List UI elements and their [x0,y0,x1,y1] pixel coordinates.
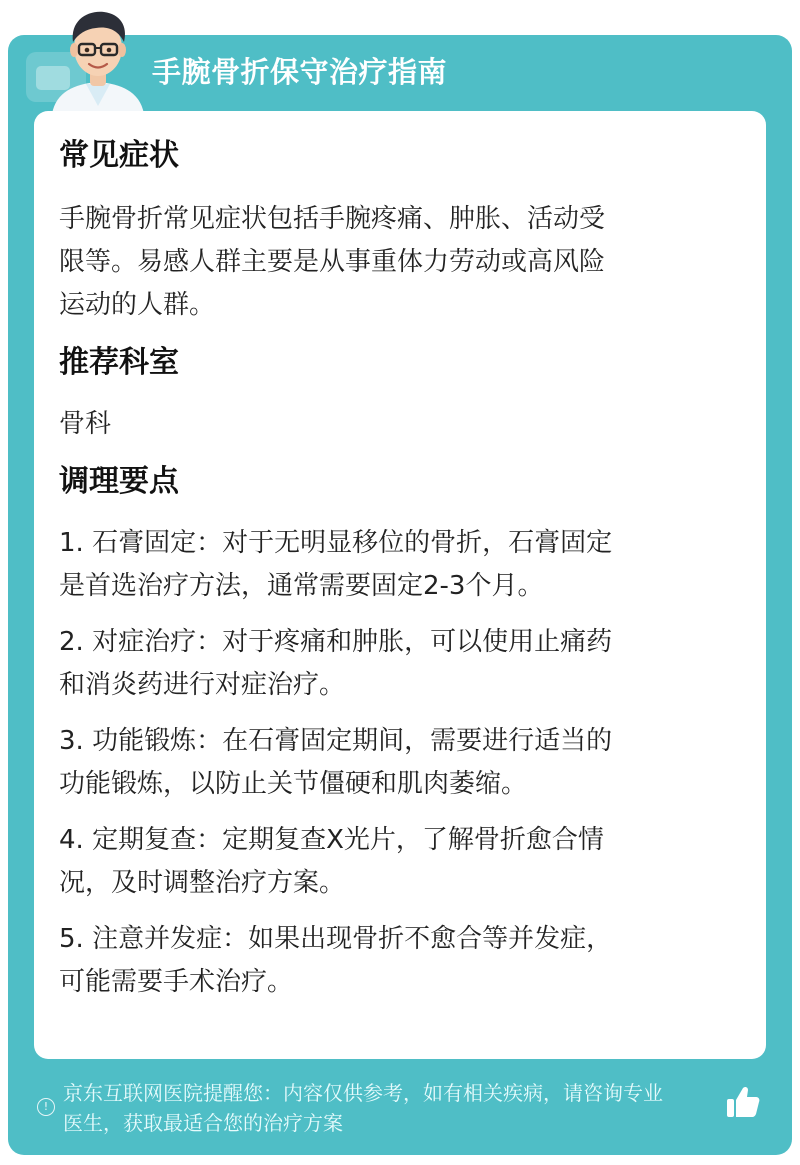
info-icon: ! [37,1098,55,1116]
symptoms-text-line: 运动的人群。 [59,290,216,320]
care-item [59,918,724,1004]
symptoms-text-line: 限等。易感人群主要是从事重体力劳动或高风险 [59,247,606,277]
department-text: 骨科 [59,409,112,439]
department-title: 推荐科室 [59,345,179,380]
care-item-line: 况，及时调整治疗方案。 [59,868,346,898]
content-area [59,134,724,1004]
care-item [59,522,724,608]
symptoms-text-line: 手腕骨折常见症状包括手腕疼痛、肿胀、活动受 [59,204,606,234]
care-item-line: 1. 石膏固定：对于无明显移位的骨折，石膏固定 [59,528,613,558]
care-item-line: 可能需要手术治疗。 [59,967,294,997]
symptoms-section [59,134,724,327]
care-item-line: 4. 定期复查：定期复查X光片，了解骨折愈合情 [59,825,604,855]
care-item [59,720,724,806]
disclaimer-text [63,1078,733,1138]
doctor-avatar-icon [48,6,148,114]
care-item [59,621,724,707]
care-item-line: 3. 功能锻炼：在石膏固定期间，需要进行适当的 [59,726,613,756]
disclaimer-line: 医生，获取最适合您的治疗方案 [63,1111,343,1135]
care-title: 调理要点 [59,464,179,499]
care-section [59,460,724,1004]
symptoms-title: 常见症状 [59,138,179,173]
thumbs-up-icon[interactable] [723,1082,763,1122]
department-section [59,341,724,446]
care-item-line: 和消炎药进行对症治疗。 [59,670,346,700]
disclaimer-line: 京东互联网医院提醒您：内容仅供参考，如有相关疾病，请咨询专业 [63,1081,663,1105]
page-title: 手腕骨折保守治疗指南 [152,55,448,89]
care-item-line: 是首选治疗方法，通常需要固定2-3个月。 [59,571,544,601]
care-item [59,819,724,905]
care-item-line: 功能锻炼，以防止关节僵硬和肌肉萎缩。 [59,769,528,799]
care-item-line: 2. 对症治疗：对于疼痛和肿胀，可以使用止痛药 [59,627,613,657]
care-item-line: 5. 注意并发症：如果出现骨折不愈合等并发症， [59,924,613,954]
